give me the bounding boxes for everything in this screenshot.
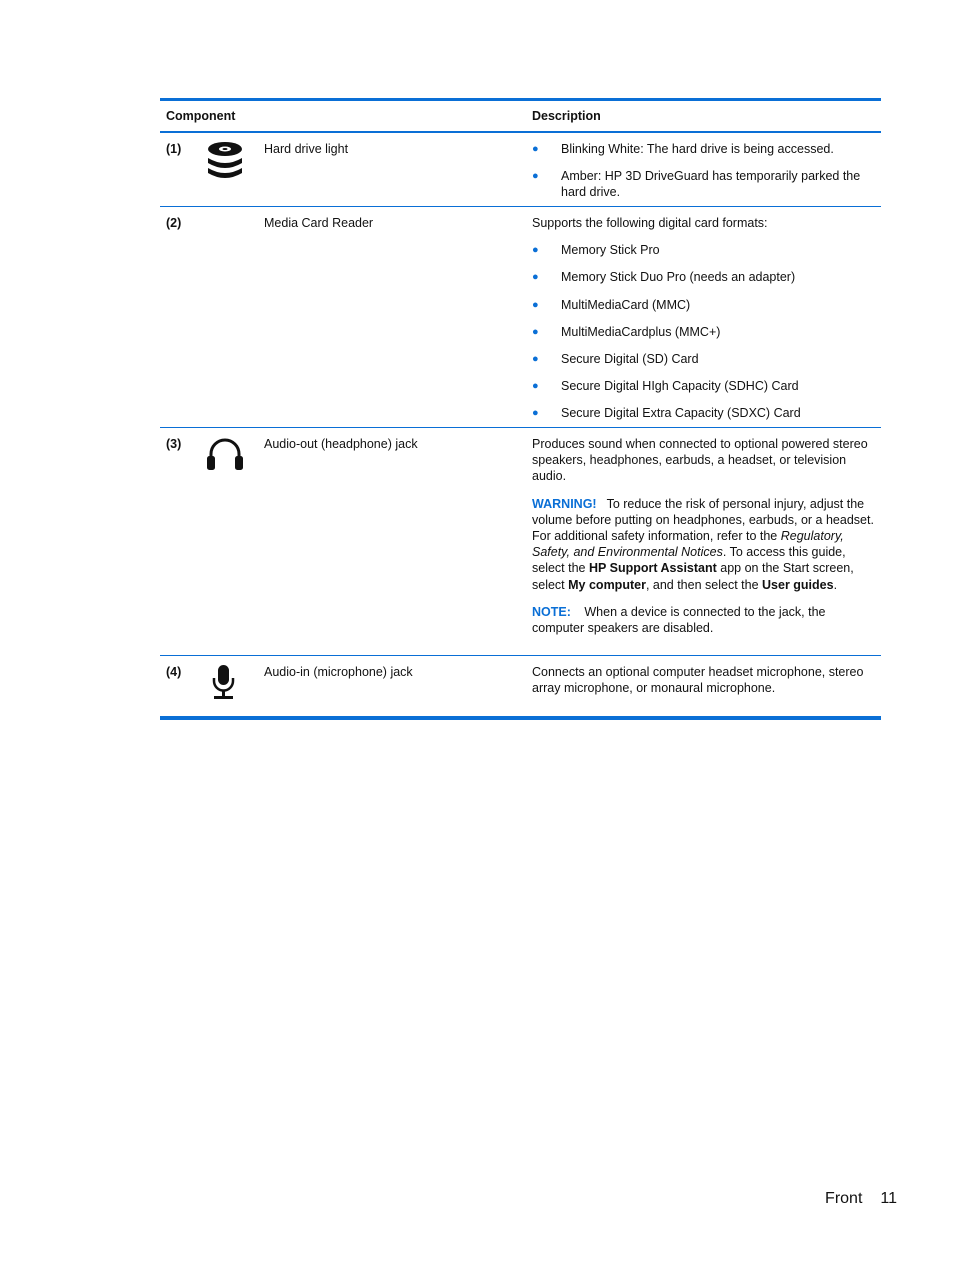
page-footer [807,1191,897,1207]
table-row [160,428,881,656]
component-description [532,141,881,206]
microphone-icon [206,664,264,716]
warning-label: WARNING! [532,496,597,511]
note-label: NOTE: [532,604,571,619]
list-item: ● Blinking White: The hard drive is being accessed. [532,142,834,156]
list-item: ● Secure Digital Extra Capacity (SDXC) Card [532,406,801,421]
headphones-icon [206,436,264,655]
list-item: ● MultiMediaCard (MMC) [532,297,691,312]
footer-section: Front [825,1190,863,1207]
page-number: 11 [880,1190,897,1207]
row-number: (3) [166,437,182,451]
table-row [160,207,881,428]
table-header [160,101,881,133]
list-item: ● Secure Digital (SD) Card [532,352,699,367]
table-row [160,656,881,716]
bullet-icon: ● [532,244,539,257]
hard-drive-icon [206,141,264,206]
component-description [532,664,881,716]
bullet-icon: ● [532,170,539,183]
warning-block: WARNING! To reduce the risk of personal injury, adjust the volume before putting on headphones, earbuds, or a headset. For additional safety information, refer to the Regulatory, Safety, and Environmental Notices. To access this guide, select the HP Support Assistant app on the Start screen, select My computer, and then select the User guides. [532,496,874,592]
header-description: Description [532,108,601,123]
row-number: (2) [166,216,182,230]
component-description [532,436,881,655]
row-number: (4) [166,665,182,679]
list-item: ● Memory Stick Duo Pro (needs an adapter) [532,270,796,285]
bullet-icon: ● [532,143,539,155]
row-number: (1) [166,142,182,156]
description-text: Produces sound when connected to optional powered stereo speakers, headphones, earbuds, a headset, or television audio. [532,437,868,484]
bullet-icon: ● [532,380,539,393]
bullet-icon: ● [532,353,539,366]
header-component: Component [166,108,236,123]
notices-title: Regulatory, Safety, and Environmental Notices [532,529,844,560]
bullet-icon: ● [532,298,539,311]
list-item: ● Amber: HP 3D DriveGuard has temporarily parked the hard drive. [532,169,861,200]
component-description [532,215,881,427]
description-text: Connects an optional computer headset microphone, stereo array microphone, or monaural microphone. [532,665,864,696]
component-name: Audio-out (headphone) jack [264,437,418,451]
component-name: Hard drive light [264,142,349,156]
component-name: Media Card Reader [264,216,374,230]
description-intro: Supports the following digital card formats: [532,216,768,230]
components-table [160,98,881,720]
list-item: ● MultiMediaCardplus (MMC+) [532,324,721,339]
bullet-icon: ● [532,325,539,338]
list-item: ● Secure Digital HIgh Capacity (SDHC) Card [532,379,799,394]
list-item: ● Memory Stick Pro [532,243,660,258]
bullet-icon: ● [532,271,539,284]
table-row [160,133,881,207]
bullet-icon: ● [532,407,539,420]
component-name: Audio-in (microphone) jack [264,665,413,679]
note-block: NOTE: When a device is connected to the jack, the computer speakers are disabled. [532,604,826,636]
